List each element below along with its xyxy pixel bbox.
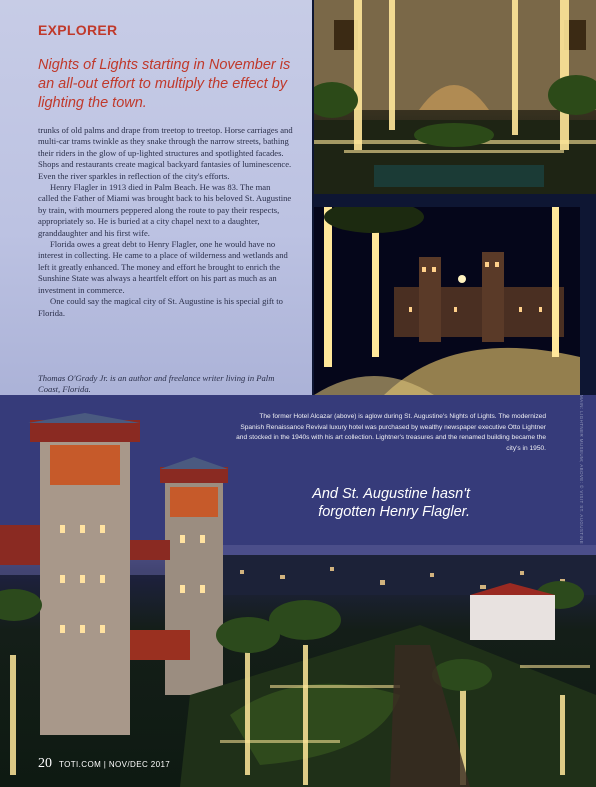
publication-line: TOTI.COM | NOV/DEC 2017 [59, 760, 171, 769]
pull-quote: Nights of Lights starting in November is an all-out effort to multiply the effect by lighting the town. [38, 57, 291, 111]
hotel-alcazar-night-photo [314, 207, 580, 395]
article-paragraph: trunks of old palms and drape from treetop to treetop. Horse carriages and multi-car trams twinkle as they snake through the narrow streets, bathing their riders in the glow of up-lighted structures and spotlighted facades. Shops and restaurants create magical backyard fantasies of luminescence. Even the river sparkles in reflection of the city's efforts. [38, 125, 293, 181]
article-paragraph: Florida owes a great debt to Henry Flagler, one he would have no interest in collecting. He came to a place of wilderness and wetlands and left it greatly enhanced. The money and effort he brought to enrich the Sunshine State was always a heartfelt effort on his part as much as an investment in commerce. [38, 239, 288, 295]
courtyard-illustration [314, 0, 596, 194]
photo-caption: The former Hotel Alcazar (above) is aglow during St. Augustine's Nights of Lights. The modernized Spanish Renaissance Revival luxury hotel was purchased by wealthy newspaper executive Otto Lightner and stocked in the 1940s with his art collection. Lightner's treasures and the renamed building became the city's in 1950. [236, 413, 546, 452]
author-bio: Thomas O'Grady Jr. is an author and freelance writer living in Palm Coast, Florida. [38, 373, 275, 395]
section-label: EXPLORER [38, 22, 118, 38]
photo-pull-quote: And St. Augustine hasn't forgotten Henry Flagler. [312, 486, 470, 520]
page-footer [38, 756, 170, 772]
page-number: 20 [38, 756, 52, 771]
article-paragraph: One could say the magical city of St. Augustine is his special gift to Florida. [38, 296, 283, 318]
article-paragraph: Henry Flagler in 1913 died in Palm Beach. He was 83. The man called the Father of Miami was brought back to his beloved St. Augustine by train, with mourners peppered along the route to pay their respects, appropriately so. He is buried at a city chapel next to a daughter, granddaughter and his first wife. [38, 182, 292, 238]
lighted-courtyard-photo [314, 0, 596, 194]
photo-credit: MAIN: LIGHTNER MUSEUM; ABOVE: © VISIT ST. AUGUSTINE [579, 395, 584, 545]
alcazar-illustration [314, 207, 580, 395]
article-body [38, 125, 293, 319]
